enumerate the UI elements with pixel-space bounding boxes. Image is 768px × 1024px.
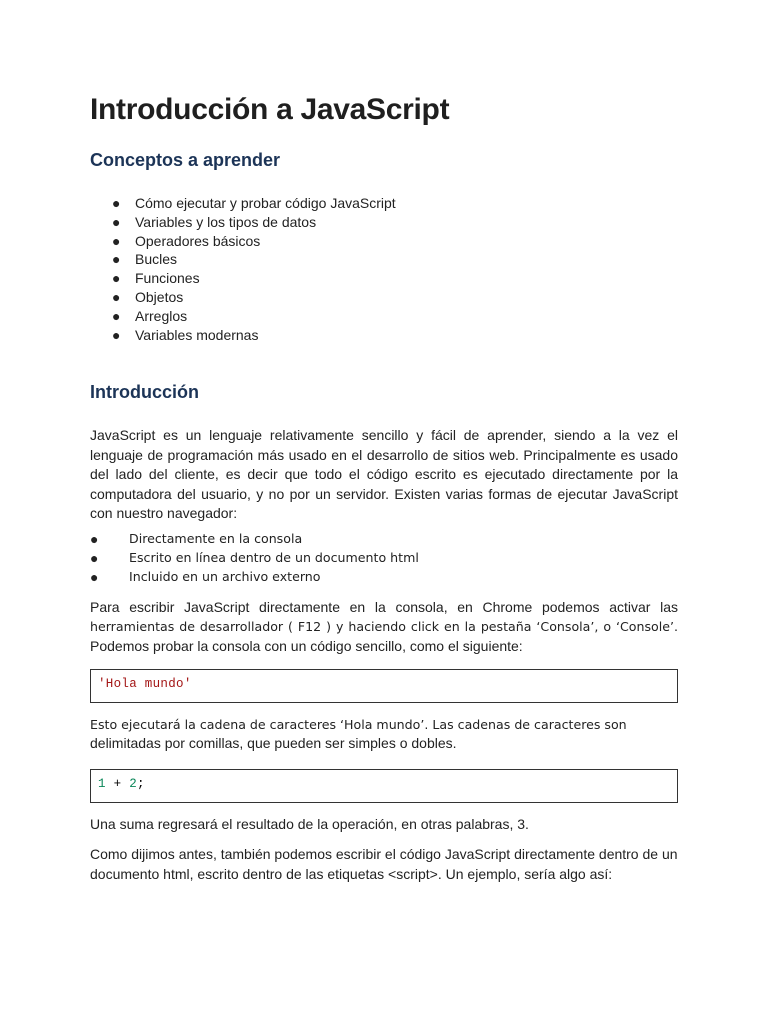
list-item: ● Operadores básicos (112, 232, 261, 249)
list-item: ● Objetos (112, 288, 184, 305)
bullet-icon: ● (112, 326, 121, 343)
concepts-heading: Conceptos a aprender (90, 150, 281, 170)
bullet-icon: ● (112, 232, 121, 249)
code-number: 2 (129, 776, 138, 791)
code-block-suma (90, 769, 678, 803)
concepts-list (90, 194, 678, 344)
intro-heading: Introducción (90, 382, 199, 403)
bullet-icon: ● (112, 307, 121, 324)
page-title: Introducción a JavaScript (90, 93, 450, 126)
bullet-icon: ● (112, 195, 121, 211)
bullet-icon: ● (112, 270, 121, 287)
list-item: ● Variables y los tipos de datos (112, 213, 317, 230)
bullet-icon: ● (112, 251, 121, 268)
list-item: ● Arreglos (112, 307, 188, 324)
bullet-icon: ● (90, 531, 99, 548)
list-item: ● Escrito en línea dentro de un documento html (90, 550, 419, 567)
intro-paragraph: JavaScript es un lenguaje relativamente sencillo y fácil de aprender, siendo a la vez el lenguaje de programación más usado en el desarrollo de sitios web. Principalmente es usado del lado del cliente, es decir que todo el código escrito es ejecutado directamente por la computadora del usuario, y no por un servidor. Existen varias formas de ejecutar JavaScript con nuestro navegador: (90, 427, 678, 521)
list-item: ● Directamente en la consola (90, 531, 303, 548)
code-string: 'Hola mundo' (98, 677, 192, 692)
bullet-icon: ● (90, 550, 99, 567)
list-item: ● Funciones (112, 270, 200, 287)
antes-paragraph: Como dijimos antes, también podemos escribir el código JavaScript directamente dentro de un documento html, escrito dentro de las etiquetas <script>. Un ejemplo, sería algo así: (90, 846, 678, 882)
bullet-icon: ● (90, 569, 99, 585)
list-item: ● Incluido en un archivo externo (90, 569, 321, 585)
code-number: 1 (98, 776, 106, 791)
code-operator: + (105, 776, 130, 791)
code-block-hola-mundo (90, 669, 678, 703)
suma-paragraph: Una suma regresará el resultado de la operación, en otras palabras, 3. (90, 815, 529, 832)
list-item: ● Variables modernas (112, 326, 259, 343)
ways-list (90, 530, 678, 586)
console-paragraph: Para escribir JavaScript directamente en la consola, en Chrome podemos activar las herramientas de desarrollador ( F12 ) y haciendo click en la pestaña ‘Consola’, o ‘Console’. Podemos probar la consola con un código sencillo, como el siguiente: (90, 598, 678, 654)
bullet-icon: ● (112, 213, 121, 230)
list-item: ● Bucles (112, 251, 178, 268)
cadena-paragraph: Esto ejecutará la cadena de caracteres ‘Hola mundo’. Las cadenas de caracteres son delimitadas por comillas, que pueden ser simples o dobles. (90, 717, 627, 752)
code-semicolon: ; (137, 776, 145, 791)
bullet-icon: ● (112, 288, 121, 305)
list-item: ● Cómo ejecutar y probar código JavaScript (112, 195, 396, 211)
